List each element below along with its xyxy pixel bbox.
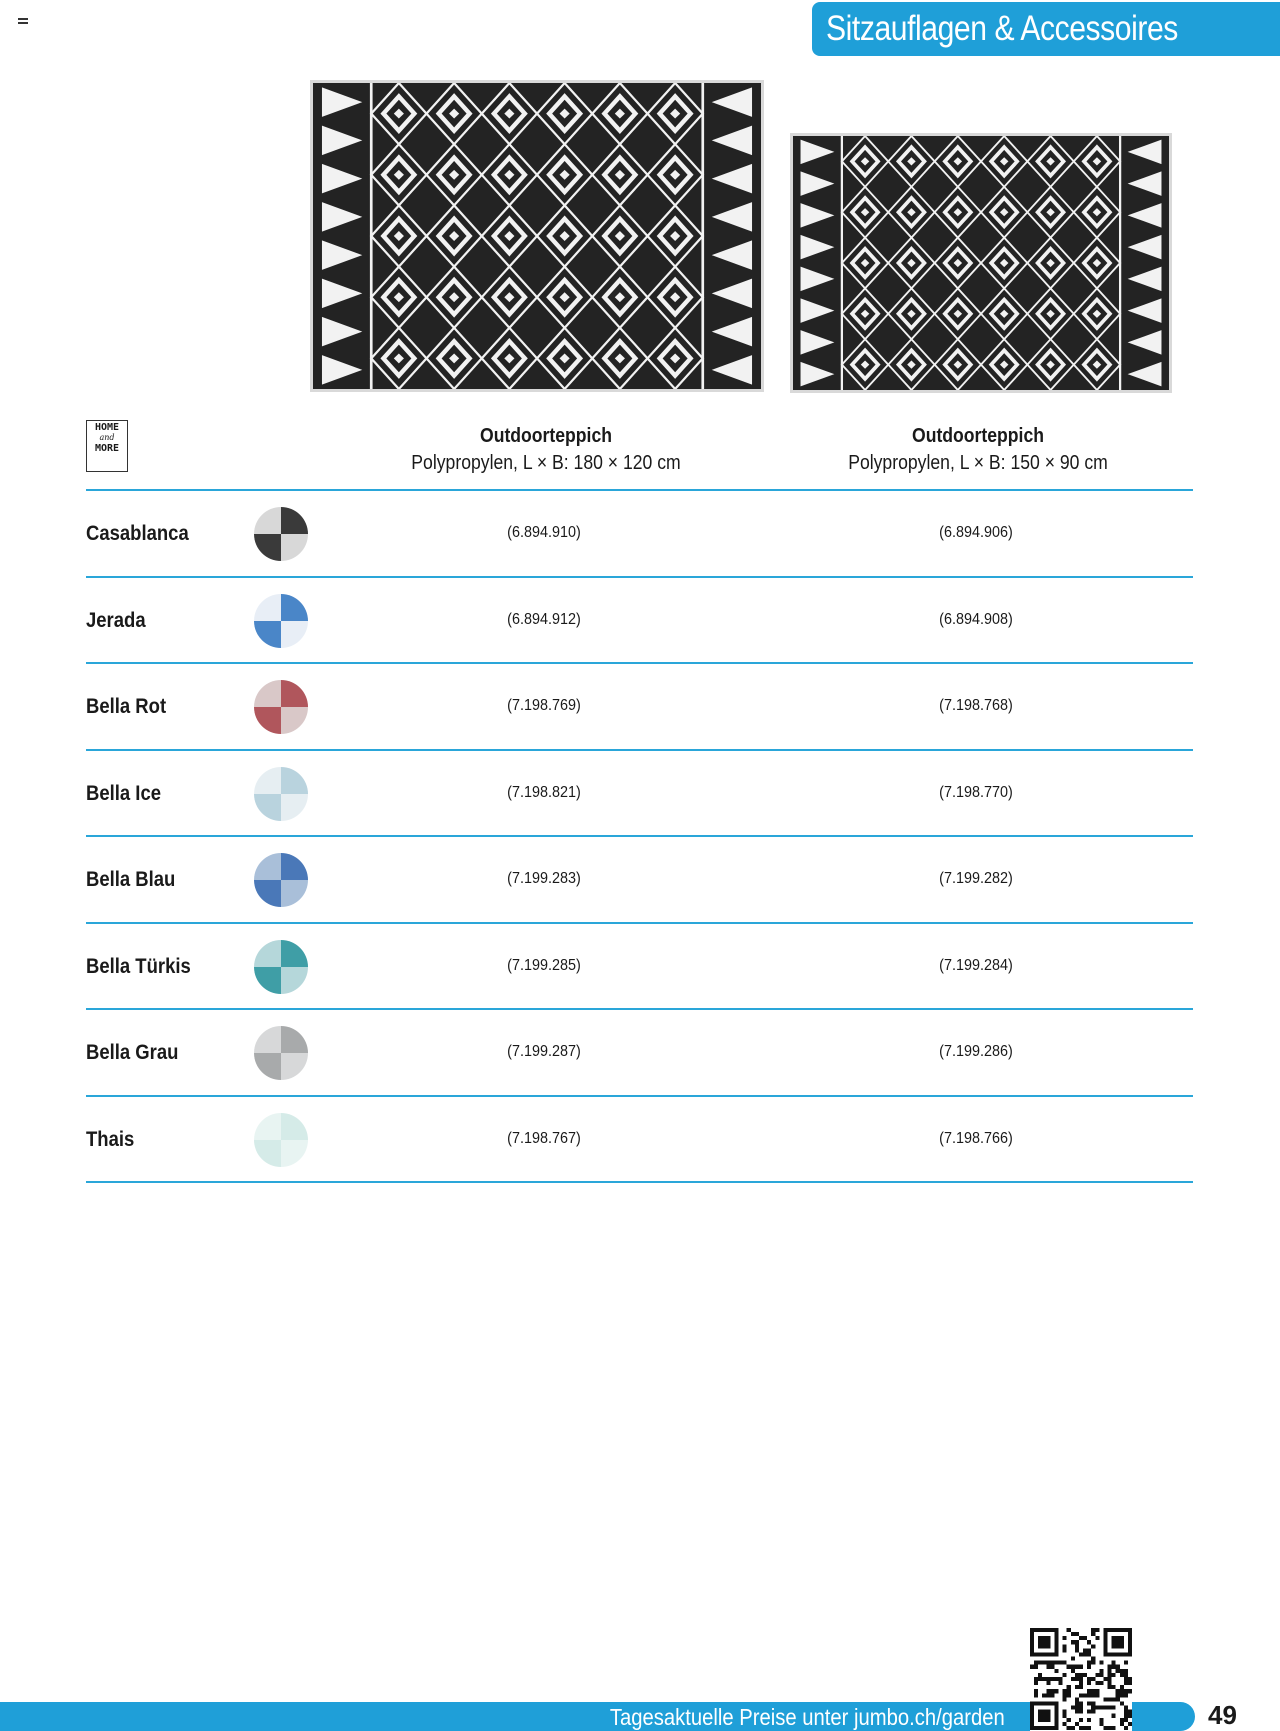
- article-number-small: (6.894.906): [939, 524, 1013, 541]
- variant-name: Bella Rot: [86, 695, 167, 718]
- article-number-large: (7.199.283): [507, 870, 581, 887]
- table-row: [86, 751, 1193, 837]
- color-swatch: [254, 1026, 308, 1080]
- product-name: Outdoorteppich: [479, 425, 612, 447]
- article-number-large: (7.199.287): [507, 1043, 581, 1060]
- section-header: [812, 2, 1280, 56]
- brand-logo-line1: HOME: [94, 422, 120, 433]
- article-number-small: (7.199.286): [939, 1043, 1013, 1060]
- article-number-large: (7.199.285): [507, 956, 581, 974]
- brand-logo: [86, 420, 128, 472]
- rug-image-large: [310, 80, 764, 392]
- column-header-large: [366, 425, 726, 475]
- column-header-small: [798, 425, 1158, 475]
- table-row: [86, 1010, 1193, 1096]
- color-swatch: [254, 594, 308, 648]
- color-swatch: [254, 507, 308, 561]
- menu-icon[interactable]: [18, 18, 28, 26]
- color-swatch: [254, 1113, 308, 1167]
- product-name: Outdoorteppich: [911, 425, 1044, 447]
- table-row: [86, 924, 1193, 1010]
- variant-name: Bella Ice: [86, 781, 162, 805]
- section-title: Sitzauflagen & Accessoires: [826, 9, 1178, 48]
- table-row: [86, 664, 1193, 750]
- table-row: [86, 837, 1193, 923]
- table-row: [86, 578, 1193, 664]
- brand-logo-line2: and: [99, 433, 115, 442]
- variant-name: Jerada: [86, 608, 146, 632]
- article-number-small: (7.198.766): [939, 1129, 1013, 1147]
- product-spec: Polypropylen, L × B: 180 × 120 cm: [411, 452, 681, 474]
- article-number-small: (7.199.282): [939, 870, 1013, 887]
- rug-image-small: [790, 133, 1172, 393]
- variant-name: Thais: [86, 1127, 135, 1151]
- variant-name: Bella Blau: [86, 868, 176, 891]
- article-number-large: (7.198.769): [507, 697, 581, 714]
- article-number-small: (7.199.284): [939, 956, 1013, 974]
- article-number-large: (7.198.767): [507, 1129, 581, 1147]
- color-swatch: [254, 680, 308, 734]
- table-divider: [86, 1181, 1193, 1183]
- table-row: [86, 1097, 1193, 1183]
- article-number-large: (6.894.910): [507, 524, 581, 541]
- article-number-large: (6.894.912): [507, 610, 581, 628]
- variant-name: Bella Türkis: [86, 954, 191, 978]
- footer-bar: [0, 1702, 1195, 1731]
- product-spec: Polypropylen, L × B: 150 × 90 cm: [848, 452, 1108, 474]
- article-number-small: (6.894.908): [939, 610, 1013, 628]
- page-number: 49: [1208, 1700, 1237, 1730]
- article-number-large: (7.198.821): [507, 783, 581, 801]
- brand-logo-line3: MORE: [94, 443, 120, 454]
- color-swatch: [254, 940, 308, 994]
- article-number-small: (7.198.770): [939, 783, 1013, 801]
- color-swatch: [254, 853, 308, 907]
- table-row: [86, 491, 1193, 577]
- article-number-small: (7.198.768): [939, 697, 1013, 714]
- qr-code[interactable]: [1030, 1627, 1132, 1731]
- variant-name: Casablanca: [86, 522, 189, 545]
- color-swatch: [254, 767, 308, 821]
- footer-link-text[interactable]: Tagesaktuelle Preise unter jumbo.ch/garden: [610, 1704, 1005, 1730]
- variant-name: Bella Grau: [86, 1041, 179, 1064]
